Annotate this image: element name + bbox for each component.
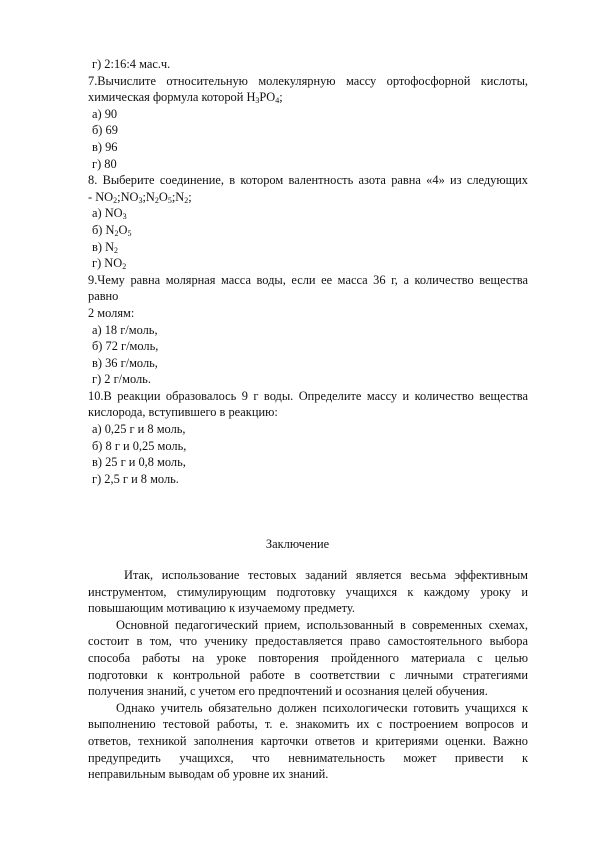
question-9-option-d: г) 2 г/моль. xyxy=(92,372,151,387)
conclusion-p3-line-1: Однако учитель обязательно должен психологически готовить учащихся к xyxy=(116,700,528,715)
question-7-option-d: г) 80 xyxy=(92,156,117,171)
conclusion-p2-line-1: Основной педагогический прием, использованный в современных схемах, xyxy=(116,617,528,632)
question-9-line-1: 9.Чему равна молярная масса воды, если ее масса 36 г, а количество вещества равно xyxy=(88,272,528,304)
question-8-line-2: - $NO_2;NO_3;N_2O_5;N_2$; xyxy=(88,189,192,205)
question-10-line-1: 10.В реакции образовалось 9 г воды. Определите массу и количество вещества xyxy=(88,388,528,403)
question-7-option-a: а) 90 xyxy=(92,106,118,121)
question-10-option-d: г) 2,5 г и 8 моль. xyxy=(92,471,179,486)
conclusion-p1-line-3: повышающим мотивацию к изучаемому предмету. xyxy=(88,601,355,616)
question-9-option-a: а) 18 г/моль, xyxy=(92,322,158,337)
conclusion-p1-line-1: Итак, использование тестовых заданий является весьма эффективным xyxy=(124,568,528,582)
conclusion-p3-line-4: предупредить учащихся, что невнимательность может привести к xyxy=(88,750,528,765)
test-questions-block xyxy=(88,56,528,487)
conclusion-p1-line-2: инструментом, стимулирующим подготовку учащихся к каждому уроку и xyxy=(88,584,528,599)
question-8-line-1: 8. Выберите соединение, в котором валентность азота равна «4» из следующих xyxy=(88,173,528,188)
question-9-option-c: в) 36 г/моль, xyxy=(92,355,158,370)
question-8-option-b: б) $N_2O_5$ xyxy=(92,222,132,238)
question-7-option-c: в) 96 xyxy=(92,139,118,154)
conclusion-p3-line-3: ответов, техникой заполнения карточки ответов и критериями оценки. Важно xyxy=(88,733,528,748)
question-10-option-a: а) 0,25 г и 8 моль, xyxy=(92,422,186,437)
carry-over-option: г) 2:16:4 мас.ч. xyxy=(92,57,171,71)
question-10-line-2: кислорода, вступившего в реакцию: xyxy=(88,405,278,420)
question-9-option-b: б) 72 г/моль, xyxy=(92,339,159,354)
conclusion-p2-line-2: состоит в том, что ученику предоставляется право самостоятельного выбора xyxy=(88,634,528,649)
conclusion-p2-line-4: подготовки к контрольной работе в соответствии с личными стратегиями xyxy=(88,667,528,682)
question-7-line-2: химическая формула которой $H_3PO_4$; xyxy=(88,90,283,106)
question-9-line-2: 2 молям: xyxy=(88,305,135,320)
question-7-option-b: б) 69 xyxy=(92,123,118,138)
conclusion-p3-line-2: выполнению тестовой работы, т. е. знакомить их с построением вопросов и xyxy=(88,717,528,732)
conclusion-heading: Заключение xyxy=(265,537,330,551)
conclusion-p2-line-5: получения знаний, с учетом его предпочтений и осознания целей обучения. xyxy=(88,684,488,699)
question-8-option-a: а) $NO_3$ xyxy=(92,206,127,222)
question-10-option-c: в) 25 г и 0,8 моль, xyxy=(92,455,186,470)
conclusion-p3-line-5: неправильным выводам об уровне их знаний. xyxy=(88,767,329,782)
question-7-line-1: 7.Вычислите относительную молекулярную массу ортофосфорной кислоты, xyxy=(88,73,528,88)
question-8-option-d: г) $NO_2$ xyxy=(92,256,127,272)
question-10-option-b: б) 8 г и 0,25 моль, xyxy=(92,438,187,453)
question-8-option-c: в) $N_2$ xyxy=(92,239,119,255)
conclusion-body xyxy=(88,567,528,783)
conclusion-p2-line-3: способа работы на уроке повторения пройденного материала с целью xyxy=(88,650,528,665)
